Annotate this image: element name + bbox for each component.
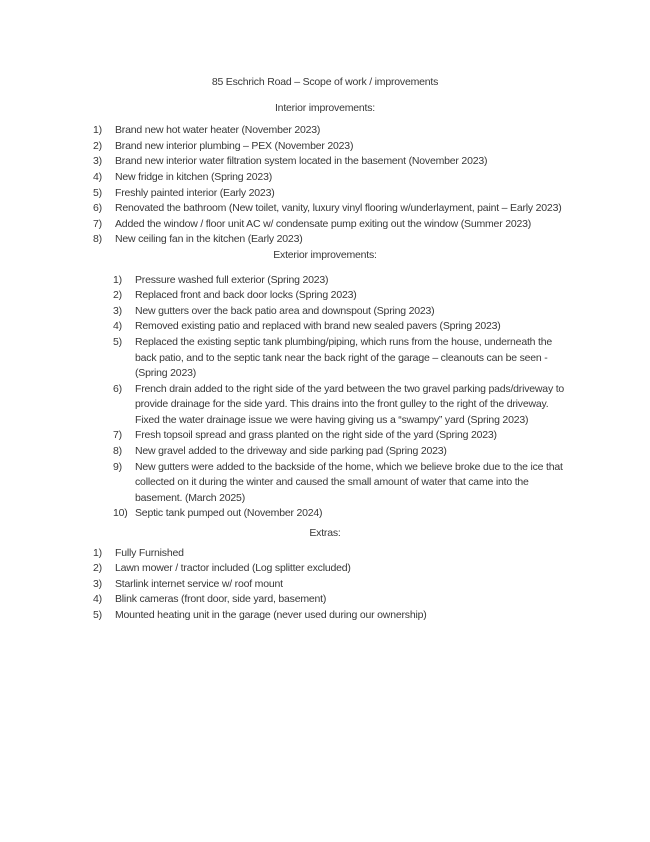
- list-item-text: [115, 123, 320, 139]
- list-item-line: Replaced the existing septic tank plumbing/piping, which runs from the house, underneath the: [135, 335, 553, 348]
- list-item-number: 9): [113, 460, 122, 473]
- list-item-number: 10): [113, 507, 128, 520]
- list-item-number: 5): [113, 335, 122, 348]
- list-item: [93, 139, 650, 155]
- list-item-number: 6): [113, 382, 122, 395]
- list-item-text: [115, 186, 275, 202]
- list-item-line: Blink cameras (front door, side yard, basement): [115, 593, 327, 606]
- list-item-line: Starlink internet service w/ roof mount: [115, 577, 283, 590]
- list-item-text: [135, 428, 497, 444]
- list-item-text: [115, 232, 303, 248]
- list-item-number: 4): [113, 320, 122, 333]
- list-item: [93, 232, 650, 248]
- list-item-text: [135, 288, 357, 304]
- list-item: [113, 304, 650, 320]
- list-item-line: New gravel added to the driveway and side parking pad (Spring 2023): [135, 445, 447, 458]
- list-item-line: Brand new hot water heater (November 2023): [115, 124, 321, 137]
- list-item-text: [115, 217, 531, 233]
- list-item-line: Fully Furnished: [115, 546, 184, 559]
- list-item-text: [135, 304, 434, 320]
- list-item-line: Freshly painted interior (Early 2023): [115, 186, 275, 199]
- list-item-text: [135, 382, 564, 429]
- list-item: [113, 460, 650, 507]
- list-item-line: New ceiling fan in the kitchen (Early 2023): [115, 233, 303, 246]
- list-item-line: Renovated the bathroom (New toilet, vanity, luxury vinyl flooring w/underlayment, paint – Early 2023): [115, 202, 562, 215]
- list-item-number: 2): [113, 289, 122, 302]
- list-item: [93, 123, 650, 139]
- list-item-line: Fixed the water drainage issue we were having giving us a “swampy” yard (Spring 2023): [135, 413, 529, 426]
- list-item-line: Pressure washed full exterior (Spring 2023): [135, 273, 329, 286]
- list-item: [93, 217, 650, 233]
- section-heading-extras: Extras:: [309, 527, 341, 540]
- list-item: [113, 288, 650, 304]
- list-item-line: Brand new interior water filtration system located in the basement (November 2023): [115, 155, 488, 168]
- list-item-text: [115, 139, 353, 155]
- list-item-text: [135, 444, 447, 460]
- list-item-text: [135, 273, 328, 289]
- section-heading-interior: Interior improvements:: [274, 101, 376, 114]
- list-item-line: Added the window / floor unit AC w/ condensate pump exiting out the window (Summer 2023): [115, 217, 532, 230]
- list-item-line: Fresh topsoil spread and grass planted on the right side of the yard (Spring 2023): [135, 429, 497, 442]
- list-item: [113, 319, 650, 335]
- list-item-line: Lawn mower / tractor included (Log splitter excluded): [115, 562, 351, 575]
- interior-improvements-list: [0, 123, 650, 248]
- list-item-number: 4): [93, 593, 102, 606]
- list-item-line: basement. (March 2025): [135, 491, 245, 504]
- list-item-text: [115, 201, 562, 217]
- list-item: [93, 170, 650, 186]
- list-item-line: Removed existing patio and replaced with brand new sealed pavers (Spring 2023): [135, 320, 501, 333]
- list-item: [93, 201, 650, 217]
- list-item-text: [115, 577, 283, 593]
- list-item-line: Septic tank pumped out (November 2024): [135, 507, 323, 520]
- list-item-line: Replaced front and back door locks (Spring 2023): [135, 289, 357, 302]
- list-item-number: 2): [93, 139, 102, 152]
- document-title: 85 Eschrich Road – Scope of work / improvements: [211, 76, 439, 88]
- list-item: [113, 273, 650, 289]
- list-item-text: [135, 335, 552, 382]
- list-item-number: 8): [113, 445, 122, 458]
- list-item-number: 7): [113, 429, 122, 442]
- section-heading-exterior: Exterior improvements:: [273, 248, 377, 261]
- list-item: [93, 154, 650, 170]
- list-item-line: French drain added to the right side of the yard between the two gravel parking pads/driveway to: [135, 382, 565, 395]
- list-item: [93, 561, 650, 577]
- list-item-text: [115, 608, 427, 624]
- list-item-number: 5): [93, 609, 102, 621]
- list-item-number: 5): [93, 186, 102, 199]
- list-item-text: [115, 154, 487, 170]
- list-item-number: 2): [93, 562, 102, 575]
- list-item-number: 3): [93, 577, 102, 590]
- list-item-text: [115, 592, 326, 608]
- list-item: [93, 608, 650, 624]
- list-item: [113, 335, 650, 382]
- exterior-improvements-list: [0, 273, 650, 523]
- list-item: [113, 444, 650, 460]
- list-item-line: provide drainage for the side yard. This drains into the front gulley to the right of the driveway.: [135, 398, 549, 411]
- list-item: [93, 577, 650, 593]
- list-item-line: New gutters were added to the backside of the home, which we believe broke due to the ice that: [135, 460, 563, 473]
- list-item: [93, 592, 650, 608]
- list-item: [113, 506, 650, 522]
- list-item-line: collected on it during the winter and caused the small amount of water that came into the: [135, 476, 529, 489]
- list-item-line: New fridge in kitchen (Spring 2023): [115, 170, 273, 183]
- list-item: [93, 546, 650, 562]
- list-item-number: 4): [93, 170, 102, 183]
- list-item-text: [135, 460, 563, 507]
- list-item-text: [115, 561, 351, 577]
- list-item-number: 1): [93, 546, 102, 559]
- list-item-text: [135, 506, 322, 522]
- list-item-text: [115, 546, 184, 562]
- list-item-line: New gutters over the back patio area and downspout (Spring 2023): [135, 304, 435, 317]
- list-item-line: back patio, and to the septic tank near the back right of the garage – cleanouts can be seen -: [135, 351, 548, 364]
- list-item-text: [115, 170, 272, 186]
- list-item: [113, 428, 650, 444]
- list-item-number: 1): [93, 124, 102, 137]
- list-item-number: 8): [93, 233, 102, 246]
- list-item: [113, 382, 650, 429]
- list-item-number: 6): [93, 202, 102, 215]
- list-item-line: Mounted heating unit in the garage (never used during our ownership): [115, 609, 427, 621]
- list-item: [93, 186, 650, 202]
- list-item-number: 3): [113, 304, 122, 317]
- extras-list: [0, 546, 650, 624]
- list-item-line: Brand new interior plumbing – PEX (November 2023): [115, 139, 354, 152]
- list-item-number: 7): [93, 217, 102, 230]
- list-item-number: 3): [93, 155, 102, 168]
- list-item-number: 1): [113, 273, 122, 286]
- list-item-line: (Spring 2023): [135, 367, 197, 380]
- list-item-text: [135, 319, 501, 335]
